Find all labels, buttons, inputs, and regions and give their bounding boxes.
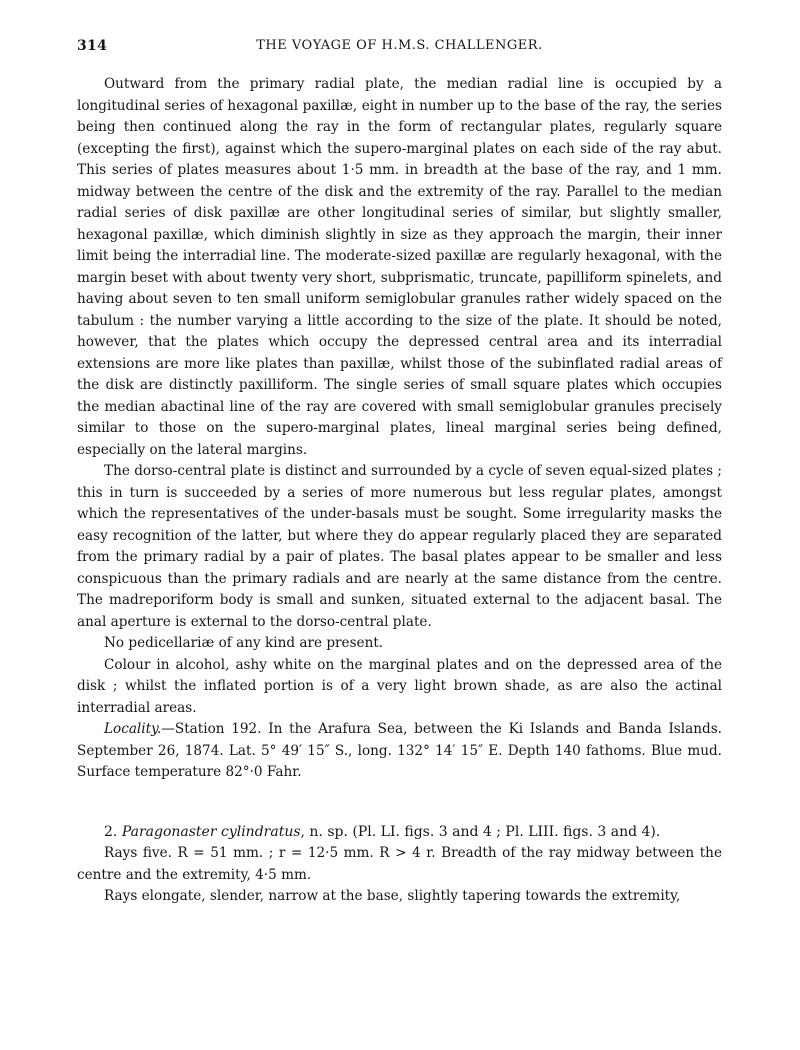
species-references: , n. sp. (Pl. LI. figs. 3 and 4 ; Pl. LIII. figs. 3 and 4). bbox=[300, 823, 661, 840]
paragraph-radial-plates: Outward from the primary radial plate, the median radial line is occupied by a longitudinal series of hexagonal paxillæ, eight in number up to the base of the ray, the series being then continued along the ray in the form of rectangular plates, regularly square (excepting the first), against which the supero-marginal plates on each side of the ray abut. This series of plates measures about 1·5 mm. in breadth at the base of the ray, and 1 mm. midway between the centre of the disk and the extremity of the ray. Parallel to the median radial series of disk paxillæ are other longitudinal series of similar, but slightly smaller, hexagonal paxillæ, which diminish slightly in size as they approach the margin, their inner limit being the interradial line. The moderate-sized paxillæ are regularly hexagonal, with the margin beset with about twenty very short, subprismatic, truncate, papilliform spinelets, and having about seven to ten small uniform semiglobular granules rather widely spaced on the tabulum : the number varying a little according to the size of the plate. It should be noted, however, that the plates which occupy the depressed central area and its interradial extensions are more like plates than paxillæ, whilst those of the subinflated radial areas of the disk are distinctly paxilliform. The single series of small square plates which occupies the median abactinal line of the ray are covered with small semiglobular granules precisely similar to those on the supero-marginal plates, lineal marginal series being defined, especially on the lateral margins. bbox=[77, 76, 722, 458]
paragraph-dorso-central: The dorso-central plate is distinct and surrounded by a cycle of seven equal-sized plates ; this in turn is succeeded by a series of more numerous but less regular plates, amongst which the representatives of the under-basals must be sought. Some irregularity masks the easy recognition of the latter, but where they do appear regularly placed they are separated from the primary radial by a pair of plates. The basal plates appear to be smaller and less conspicuous than the primary radials and are nearly at the same distance from the centre. The madreporiform body is small and sunken, situated external to the adjacent basal. The anal aperture is external to the dorso-central plate. bbox=[77, 463, 722, 630]
locality-label: Locality. bbox=[104, 721, 162, 737]
paragraph-ray-shape: Rays elongate, slender, narrow at the base, slightly tapering towards the extremity, bbox=[104, 888, 681, 904]
locality-text: —Station 192. In the Arafura Sea, between the Ki Islands and Banda Islands. September 26, 1874. Lat. 5° 49′ 15″ S., long. 132° 14′ 15″ E. Depth 140 fathoms. Blue mud. Surface temperature 82°·0 Fahr. bbox=[77, 721, 722, 780]
paragraph-ray-measurements: Rays five. R = 51 mm. ; r = 12·5 mm. R > 4 r. Breadth of the ray midway between the centre and the extremity, 4·5 mm. bbox=[77, 845, 722, 883]
body-text bbox=[77, 74, 722, 908]
species-heading bbox=[77, 822, 722, 844]
page-header bbox=[77, 38, 722, 60]
paragraph-colour: Colour in alcohol, ashy white on the marginal plates and on the depressed area of the disk ; whilst the inflated portion is of a very light brown shade, as are also the actinal interradial areas. bbox=[77, 656, 722, 716]
species-number: 2. bbox=[104, 823, 118, 840]
section-spacer bbox=[77, 784, 722, 822]
page bbox=[77, 38, 722, 908]
paragraph-locality bbox=[77, 719, 722, 784]
species-name: Paragonaster cylindratus bbox=[121, 823, 301, 840]
paragraph-pedicellariae: No pedicellariæ of any kind are present. bbox=[104, 635, 384, 651]
running-title: THE VOYAGE OF H.M.S. CHALLENGER. bbox=[256, 38, 543, 53]
page-number: 314 bbox=[77, 38, 108, 54]
